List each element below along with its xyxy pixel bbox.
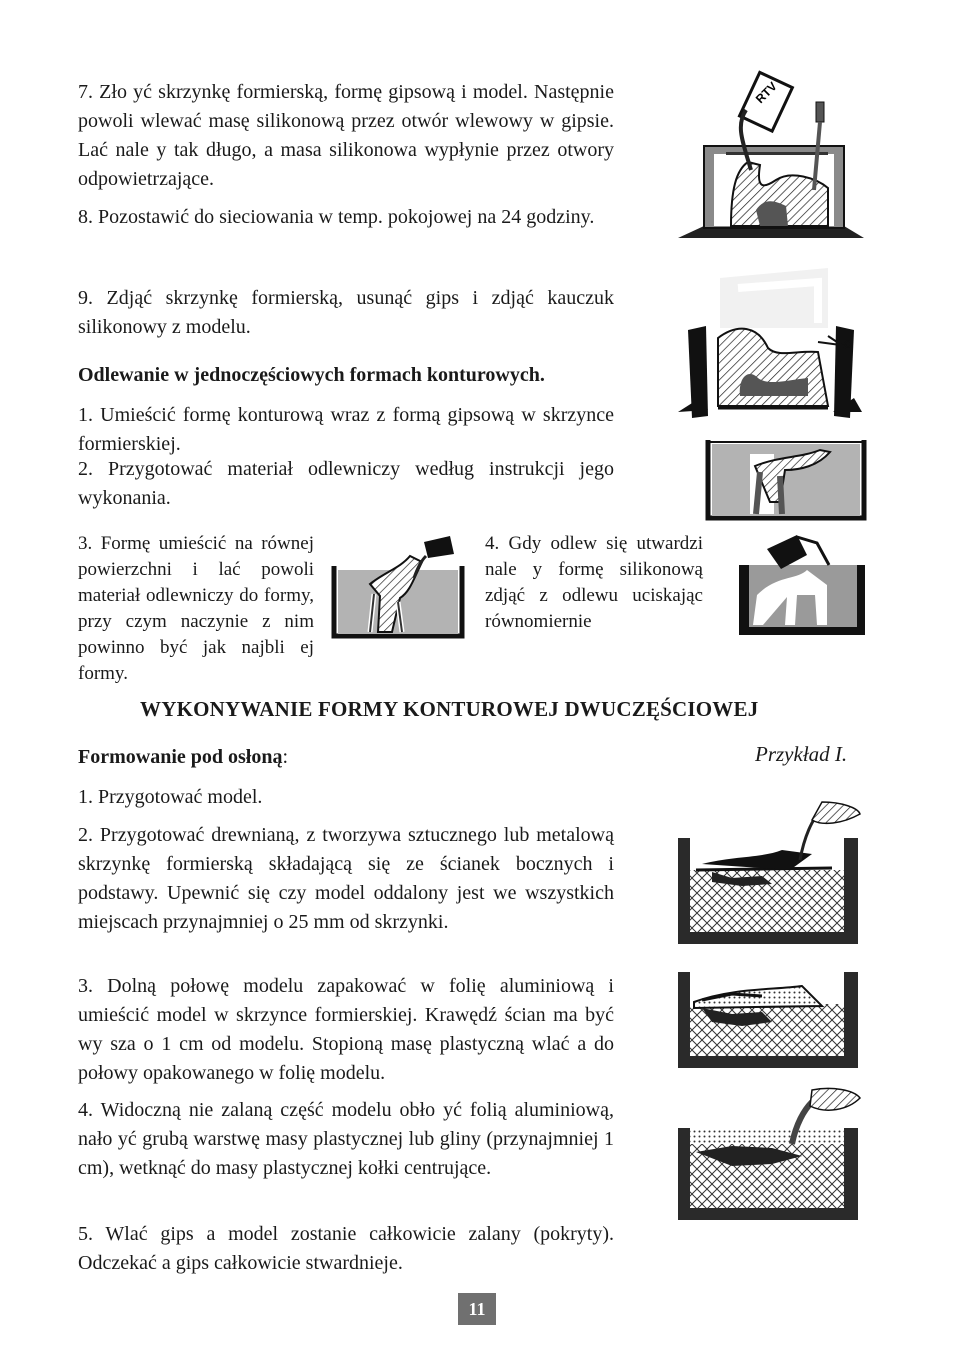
page-number: 11 [458,1293,496,1325]
mold-step-2: 2. Przygotować drewnianą, z tworzywa sztucznego lub metalową skrzynkę formierską składającą się ze ścianek bocznych i podstawy. Upewnić się czy model oddalony jest we wszystkich miejscach przynajmniej o 25 mm od skrzynki. [78,824,614,933]
remove-mold-illustration [678,268,863,420]
mold-step-5: 5. Wlać gips a model zostanie całkowicie zalany (pokryty). Odczekać a gips całkowicie stwardnieje. [78,1223,614,1274]
mold-step-4: 4. Widoczną nie zalaną część modelu obło yć folią aluminiową, nało yć grubą warstwę masy plastycznej lub gliny (przynajmniej 1 cm), wetknąć do masy plastycznej kołki centrujące. [78,1099,614,1179]
pour-plaster-illustration [672,1084,864,1224]
casting-step-2: 2. Przygotować materiał odlewniczy według instrukcji jego wykonania. [78,458,614,509]
mold-step-3: 3. Dolną połowę modelu zapakować w folię aluminiową i umieścić model w skrzynce formierskiej. Krawędź ścian ma być wy sza o 1 cm od modelu. Stopioną masę plastyczną wlać a do połowy opakowanego w folię modelu. [78,975,614,1084]
step-9-text: 9. Zdjąć skrzynkę formierską, usunąć gips i zdjąć kauczuk silikonowy z modelu. [78,287,614,338]
pour-casting-illustration [330,532,468,640]
section-title-two-part-mold: WYKONYWANIE FORMY KONTUROWEJ DWUCZĘŚCIOWEJ [140,697,759,721]
subheading-shielded-molding: Formowanie pod osłoną: [78,746,289,768]
step-8-text: 8. Pozostawić do sieciowania w temp. pokojowej na 24 godziny. [78,206,595,228]
example-label: Przykład I. [755,742,848,766]
casting-step-3: 3. Formę umieścić na równej powierzchni i lać powoli materiał odlewniczy do formy, przy czym naczynie z nim powinno być jak najbli ej formy. [78,533,314,684]
demold-cast-illustration [737,525,867,643]
half-embedded-model-illustration [672,960,864,1072]
step-7-text: 7. Zło yć skrzynkę formierską, formę gipsową i model. Następnie powoli wlewać masę silikonową przez otwór wlewowy w gipsie. Lać nale y tak długo, a masa silikonowa wypłynie przez otwory odpowietrzające. [78,81,614,190]
casting-step-4: 4. Gdy odlew się utwardzi nale y formę silikonową zdjąć z odlewu uciskając równomiernie [485,533,703,632]
mold-in-box-illustration [700,432,870,522]
mold-step-1: 1. Przygotować model. [78,786,263,808]
section-heading-contour-casting: Odlewanie w jednoczęściowych formach konturowych. [78,364,545,386]
pour-rtv-illustration [676,70,866,245]
casting-step-1: 1. Umieścić formę konturową wraz z formą gipsową w skrzynce formierskiej. [78,404,614,455]
rtv-label: RTV [752,79,780,107]
box-plasticine-illustration [672,798,864,948]
